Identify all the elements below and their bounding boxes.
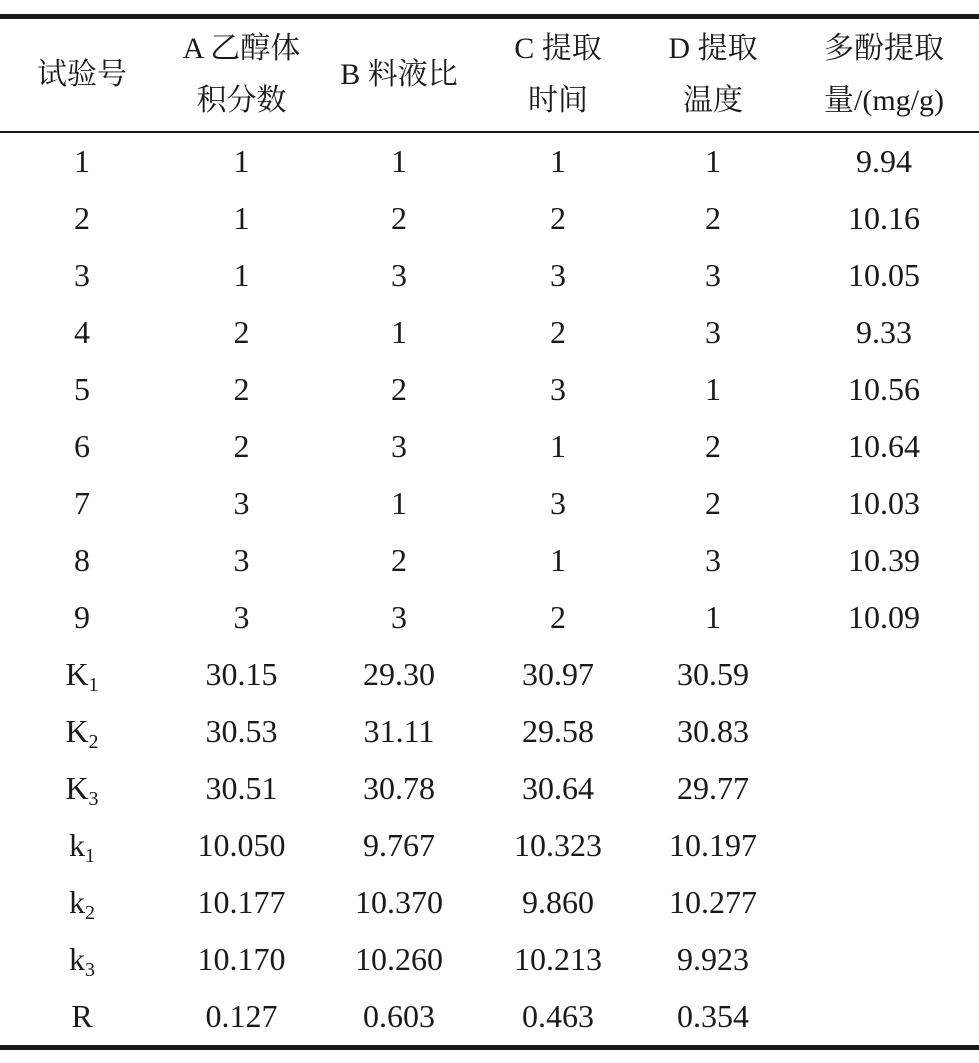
table-cell: 2 — [391, 542, 407, 578]
header-factor-b — [319, 17, 479, 133]
summary-row — [0, 988, 979, 1048]
table-cell: 1 — [233, 257, 250, 293]
table-cell: 3 — [233, 485, 250, 521]
header-text: 时间 — [528, 84, 588, 117]
trial-number-cell: 1 — [74, 143, 90, 179]
table-cell: 1 — [391, 485, 407, 521]
table-cell: 1 — [705, 371, 721, 407]
table-cell: 30.78 — [363, 770, 435, 806]
table-cell: 9.767 — [363, 827, 435, 863]
table-cell: 30.97 — [522, 656, 594, 692]
table-row — [0, 475, 979, 532]
summary-label-main: k — [69, 827, 85, 863]
summary-label-main: k — [69, 941, 85, 977]
table-cell: 9.923 — [677, 941, 749, 977]
table-cell: 3 — [233, 542, 250, 578]
yield-cell: 10.16 — [848, 200, 920, 236]
table-cell: 29.58 — [522, 713, 594, 749]
summary-label — [0, 988, 164, 1048]
summary-row — [0, 760, 979, 817]
table-cell: 10.170 — [197, 941, 286, 977]
summary-label — [0, 817, 164, 874]
header-text: 多酚提取 — [824, 32, 944, 65]
summary-label — [0, 646, 164, 703]
table-cell: 1 — [391, 314, 407, 350]
summary-label — [0, 703, 164, 760]
table-body — [0, 132, 979, 1048]
summary-label-main: k — [69, 884, 85, 920]
header-text: D 提取 — [668, 32, 758, 65]
summary-row — [0, 646, 979, 703]
table-cell: 2 — [550, 314, 566, 350]
summary-label — [0, 931, 164, 988]
table-cell: 3 — [705, 542, 721, 578]
table-cell: 1 — [391, 143, 407, 179]
table-cell: 0.463 — [479, 988, 637, 1048]
summary-row — [0, 874, 979, 931]
empty-cell — [789, 874, 979, 931]
trial-number-cell: 2 — [74, 200, 90, 236]
trial-number-cell: 8 — [74, 542, 90, 578]
trial-number-cell: 4 — [74, 314, 90, 350]
table-cell: 10.277 — [669, 884, 757, 920]
table-cell: 2 — [391, 200, 407, 236]
yield-cell: 10.03 — [848, 485, 920, 521]
summary-label-subscript: 2 — [85, 902, 95, 924]
yield-cell: 10.05 — [848, 257, 920, 293]
header-text: 温度 — [683, 84, 743, 117]
empty-cell — [789, 760, 979, 817]
table-cell: 2 — [233, 371, 250, 407]
yield-cell: 10.39 — [848, 542, 920, 578]
table-cell: 1 — [705, 599, 721, 635]
header-row — [0, 17, 979, 133]
table-row — [0, 247, 979, 304]
table-cell: 1 — [705, 143, 721, 179]
table-cell: 2 — [550, 599, 566, 635]
table-cell: 3 — [391, 428, 407, 464]
table-cell: 1 — [550, 143, 566, 179]
table-cell: 3 — [233, 599, 250, 635]
table-cell: 29.30 — [363, 656, 435, 692]
trial-number-cell: 5 — [74, 371, 90, 407]
empty-cell — [789, 988, 979, 1048]
summary-label — [0, 760, 164, 817]
table-cell: 30.53 — [205, 713, 278, 749]
table-cell: 2 — [705, 485, 721, 521]
trial-number-cell: 9 — [74, 599, 90, 635]
table-cell: 10.197 — [669, 827, 757, 863]
table-cell: 0.127 — [164, 988, 319, 1048]
table-cell: 10.323 — [514, 827, 602, 863]
summary-label — [0, 874, 164, 931]
table-cell: 10.260 — [355, 941, 443, 977]
summary-label-subscript: 1 — [85, 845, 95, 867]
table-cell: 10.370 — [355, 884, 443, 920]
summary-label-subscript: 1 — [88, 674, 99, 696]
header-factor-d — [637, 17, 789, 133]
table-cell: 3 — [550, 257, 566, 293]
table-cell: 1 — [233, 143, 250, 179]
empty-cell — [789, 817, 979, 874]
header-polyphenol-yield — [789, 17, 979, 133]
table-row — [0, 190, 979, 247]
table-cell: 30.51 — [205, 770, 278, 806]
table-cell: 2 — [705, 200, 721, 236]
header-text: B 料液比 — [340, 58, 458, 91]
table-cell: 1 — [550, 542, 566, 578]
trial-number-cell: 3 — [74, 257, 90, 293]
trial-number-cell: 6 — [74, 428, 90, 464]
table-row — [0, 132, 979, 190]
empty-cell — [789, 703, 979, 760]
summary-label-subscript: 3 — [88, 788, 99, 810]
table-row — [0, 532, 979, 589]
yield-cell: 10.56 — [848, 371, 920, 407]
table-cell: 3 — [705, 314, 721, 350]
yield-cell: 10.09 — [848, 599, 920, 635]
table-cell: 3 — [391, 257, 407, 293]
table-cell: 2 — [705, 428, 721, 464]
table-cell: 2 — [233, 314, 250, 350]
table-cell: 30.83 — [677, 713, 749, 749]
table-cell: 3 — [550, 485, 566, 521]
table-cell: 30.15 — [205, 656, 278, 692]
summary-row — [0, 703, 979, 760]
header-text: 积分数 — [196, 84, 287, 117]
header-factor-c — [479, 17, 637, 133]
summary-label-subscript: 3 — [85, 959, 95, 981]
table-cell: 10.177 — [197, 884, 286, 920]
header-factor-a — [164, 17, 319, 133]
table-cell: 30.59 — [677, 656, 749, 692]
trial-number-cell: 7 — [74, 485, 90, 521]
table-cell: 3 — [391, 599, 407, 635]
table-cell: 30.64 — [522, 770, 594, 806]
table-cell: 2 — [550, 200, 566, 236]
summary-row — [0, 817, 979, 874]
yield-cell: 10.64 — [848, 428, 920, 464]
yield-cell: 9.33 — [856, 314, 912, 350]
table-cell: 29.77 — [677, 770, 749, 806]
table-cell: 10.213 — [514, 941, 602, 977]
summary-label-main: R — [71, 998, 93, 1034]
table-cell: 3 — [550, 371, 566, 407]
table-cell: 3 — [705, 257, 721, 293]
table-cell: 10.050 — [197, 827, 286, 863]
empty-cell — [789, 931, 979, 988]
table-cell: 31.11 — [363, 713, 435, 749]
header-text: 量/(mg/g) — [824, 84, 944, 117]
summary-label-main: K — [65, 770, 89, 806]
table-row — [0, 304, 979, 361]
table-row — [0, 361, 979, 418]
orthogonal-test-table — [0, 14, 979, 1050]
table-cell: 1 — [233, 200, 250, 236]
table-cell: 9.860 — [522, 884, 594, 920]
summary-label-main: K — [65, 656, 89, 692]
header-text: C 提取 — [514, 32, 602, 65]
header-text: A 乙醇体 — [182, 32, 301, 65]
table-cell: 1 — [550, 428, 566, 464]
summary-label-subscript: 2 — [88, 731, 99, 753]
header-text: 试验号 — [37, 58, 127, 91]
table-cell: 0.603 — [319, 988, 479, 1048]
orthogonal-test-table-container — [0, 14, 979, 1050]
table-cell: 2 — [391, 371, 407, 407]
empty-cell — [789, 646, 979, 703]
table-cell: 2 — [233, 428, 250, 464]
table-cell: 0.354 — [637, 988, 789, 1048]
header-trial-number — [0, 17, 164, 133]
summary-label-main: K — [65, 713, 89, 749]
summary-row — [0, 931, 979, 988]
yield-cell: 9.94 — [856, 143, 912, 179]
table-row — [0, 589, 979, 646]
table-row — [0, 418, 979, 475]
